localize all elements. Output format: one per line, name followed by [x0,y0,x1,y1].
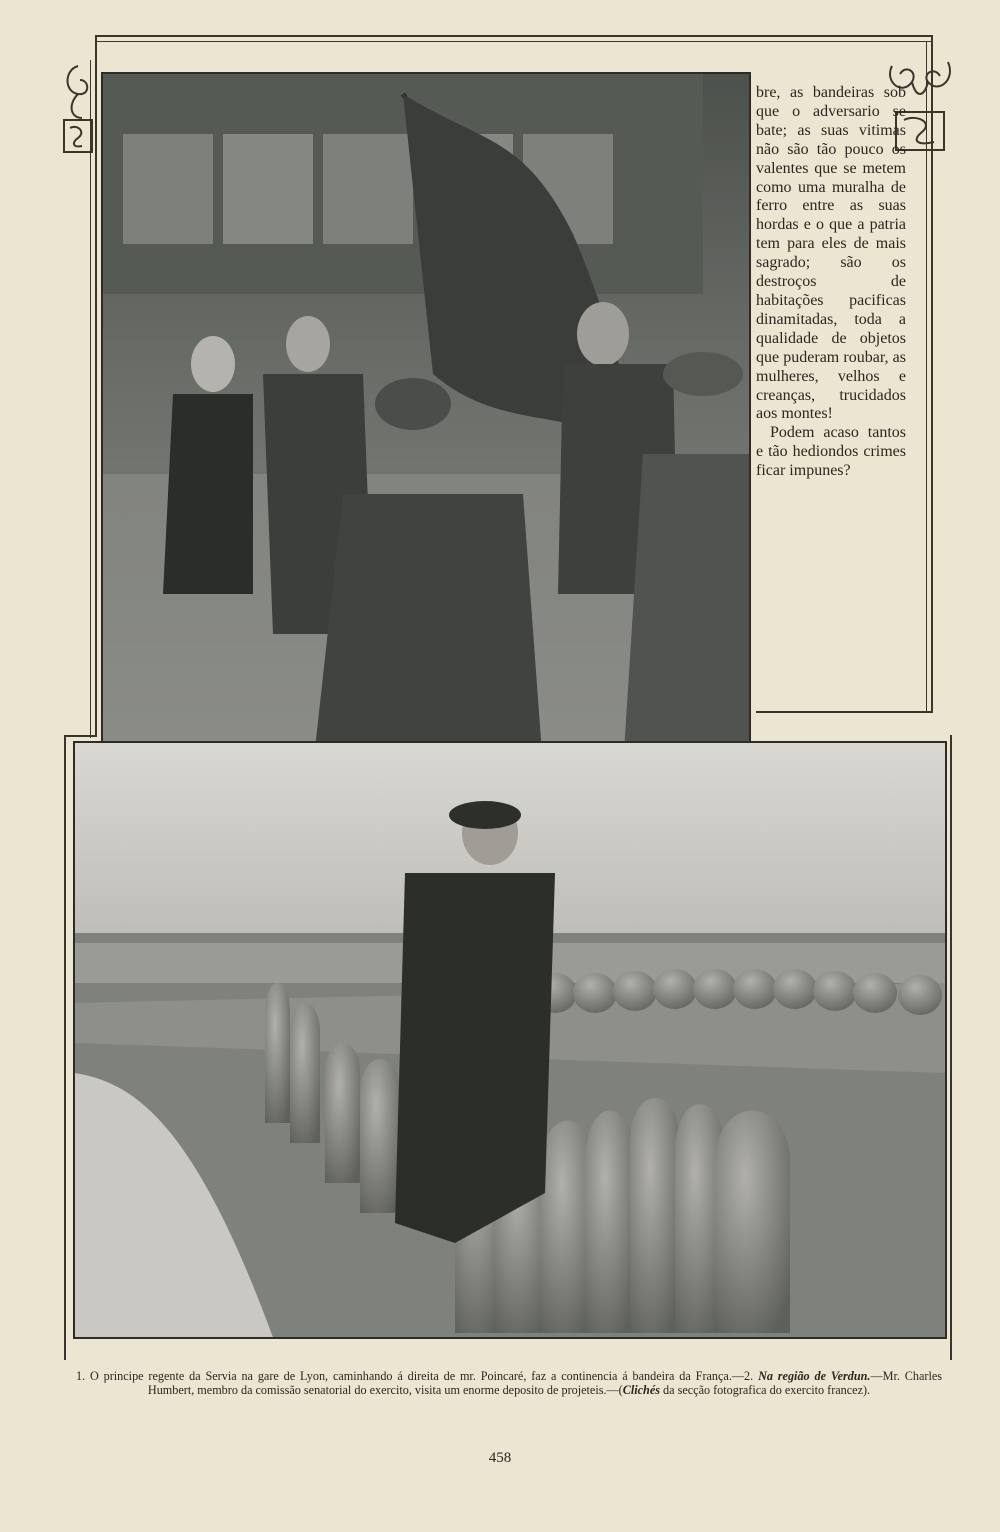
photo-prince-regent-gare-de-lyon [101,72,751,769]
left-scroll-ornament-icon [58,58,98,158]
article-column [756,84,906,481]
caption-credit-emph: Clichés [622,1382,660,1397]
article-paragraph-2: Podem acaso tantos e tão hediondos crimes ficar impunes? [756,424,906,480]
caption-part-1: 1. O principe regente da Servia na gare de Lyon, caminhando á direita de mr. Poincaré, faz a continencia á bandeira da França.—2. [76,1369,759,1383]
article-paragraph-1: bre, as bandeiras sob que o adversario se bate; as suas vitimas não são tão pouco os valentes que se metem como uma muralha de ferro entre as suas hordas e o que a patria tem para eles de mais sagrado; são os destroços de habitações pacificas dinamitadas, toda a qualidade de objetos que puderam roubar, as mulheres, velhos e creanças, trucidados aos montes! [756,84,906,423]
page-number: 458 [488,1450,512,1466]
frame-left-lower [64,735,66,1360]
frame-right-lower [950,735,952,1360]
caption-part-3: da secção fotografica do exercito francez). [660,1382,871,1397]
caption-part-2: —Mr. Charles Humbert, membro da comissão senatorial do exercito, visita um enorme deposito de projeteis.—( [147,1369,943,1397]
photo-caption [76,1370,942,1397]
frame-left-upper-inner [90,60,91,738]
frame-step [64,735,97,737]
frame-mid-right [756,711,933,713]
photo-verdun-projectile-depot [73,741,947,1339]
caption-emph: Na região de Verdun. [758,1369,871,1383]
frame-top-outer [95,35,933,37]
frame-top-inner [95,41,933,42]
